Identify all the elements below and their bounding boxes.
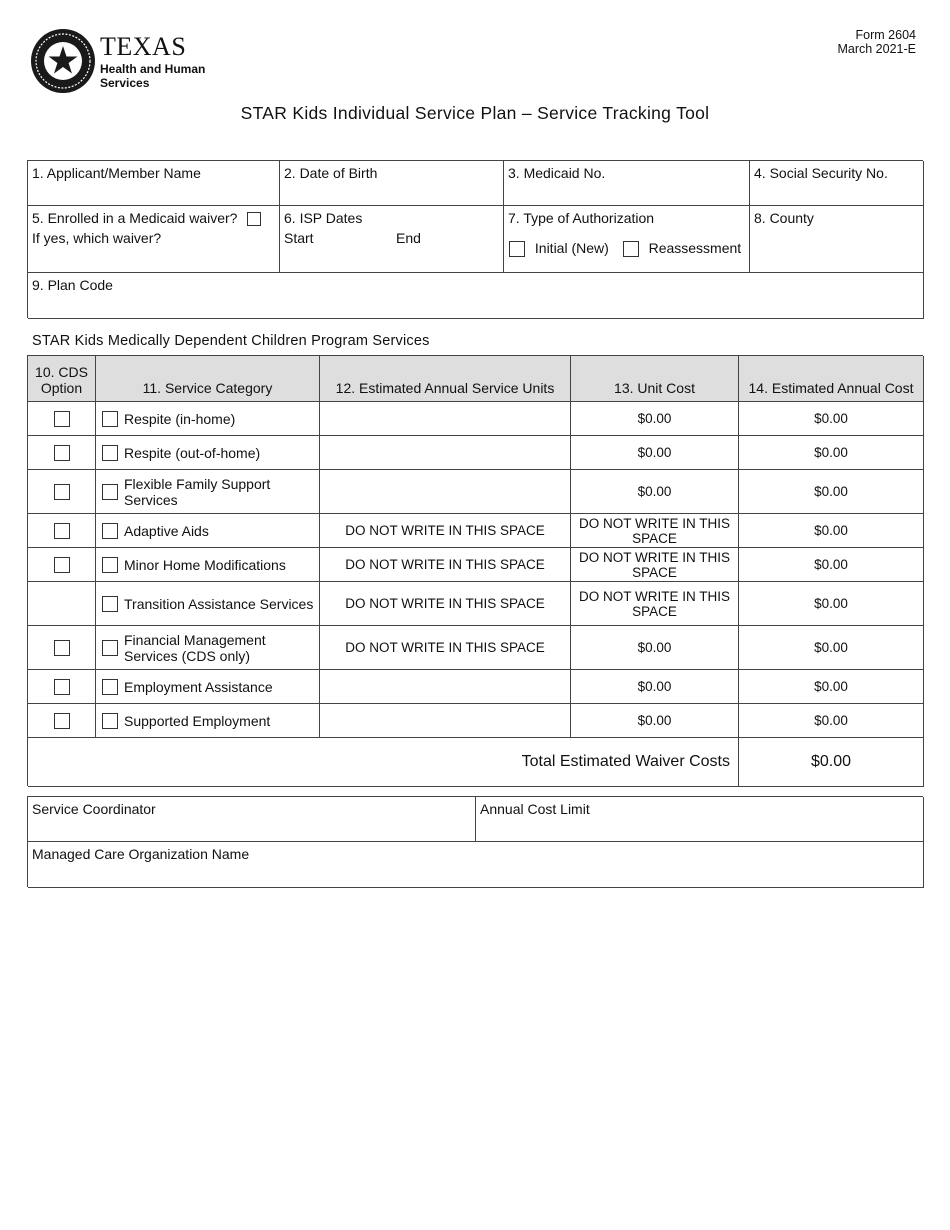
unit-cost-cell: $0.00 — [571, 436, 739, 470]
isp-start-label: Start — [284, 230, 314, 246]
annual-cost-cell: $0.00 — [739, 670, 924, 704]
auth-type-label: 7. Type of Authorization — [508, 210, 655, 226]
cds-checkbox[interactable] — [54, 445, 70, 461]
medicaid-no-cell[interactable] — [504, 161, 750, 206]
auth-options — [509, 239, 741, 258]
header-unit-cost: 13. Unit Cost — [571, 356, 739, 402]
annual-cost-cell: $0.00 — [739, 704, 924, 738]
plan-code-cell[interactable] — [28, 273, 924, 319]
service-checkbox[interactable] — [102, 596, 118, 612]
texas-seal-icon — [30, 28, 96, 94]
unit-cost-cell: $0.00 — [571, 670, 739, 704]
auth-reassess-label: Reassessment — [648, 240, 742, 256]
dob-cell[interactable] — [280, 161, 504, 206]
member-name-label: 1. Applicant/Member Name — [32, 165, 201, 181]
form-id — [837, 28, 916, 56]
plan-code-label: 9. Plan Code — [32, 277, 113, 293]
cds-cell — [28, 470, 96, 514]
service-category-cell — [96, 470, 320, 514]
dob-label: 2. Date of Birth — [284, 165, 378, 181]
waiver-cell — [28, 206, 280, 273]
coordinator-label: Service Coordinator — [32, 801, 156, 817]
units-cell[interactable] — [320, 670, 571, 704]
auth-type-cell — [504, 206, 750, 273]
cds-checkbox[interactable] — [54, 640, 70, 656]
isp-dates-cell[interactable] — [280, 206, 504, 273]
header-cds: 10. CDS Option — [28, 356, 96, 402]
service-checkbox[interactable] — [102, 640, 118, 656]
service-name: Adaptive Aids — [124, 522, 209, 539]
service-category-cell — [96, 704, 320, 738]
cds-cell — [28, 548, 96, 582]
cost-limit-label: Annual Cost Limit — [480, 801, 590, 817]
service-name: Respite (out-of-home) — [124, 444, 261, 461]
cds-cell — [28, 626, 96, 670]
annual-cost-cell: $0.00 — [739, 402, 924, 436]
units-cell: DO NOT WRITE IN THIS SPACE — [320, 582, 571, 626]
header-units: 12. Estimated Annual Service Units — [320, 356, 571, 402]
page-title: STAR Kids Individual Service Plan – Service Tracking Tool — [240, 103, 710, 123]
cds-checkbox[interactable] — [54, 411, 70, 427]
units-cell: DO NOT WRITE IN THIS SPACE — [320, 548, 571, 582]
header-annual-cost: 14. Estimated Annual Cost — [739, 356, 924, 402]
member-name-cell[interactable] — [28, 161, 280, 206]
medicaid-no-label: 3. Medicaid No. — [508, 165, 606, 181]
cds-checkbox[interactable] — [54, 557, 70, 573]
service-category-cell — [96, 548, 320, 582]
cds-cell — [28, 704, 96, 738]
annual-cost-cell: $0.00 — [739, 548, 924, 582]
units-cell[interactable] — [320, 470, 571, 514]
units-cell[interactable] — [320, 436, 571, 470]
cds-cell — [28, 670, 96, 704]
waiver-question: 5. Enrolled in a Medicaid waiver? — [32, 210, 238, 226]
service-name: Respite (in-home) — [124, 410, 236, 427]
waiver-checkbox[interactable] — [247, 212, 261, 226]
service-name: Supported Employment — [124, 712, 271, 729]
unit-cost-cell: $0.00 — [571, 704, 739, 738]
units-cell[interactable] — [320, 402, 571, 436]
service-checkbox[interactable] — [102, 411, 118, 427]
units-cell: DO NOT WRITE IN THIS SPACE — [320, 626, 571, 670]
service-name: Financial Management Services (CDS only) — [124, 631, 266, 664]
cds-checkbox[interactable] — [54, 484, 70, 500]
isp-end-label: End — [396, 230, 421, 246]
cds-cell — [28, 436, 96, 470]
service-category-cell — [96, 402, 320, 436]
auth-initial-checkbox[interactable] — [509, 241, 525, 257]
form-number: Form 2604 — [855, 28, 916, 42]
service-checkbox[interactable] — [102, 445, 118, 461]
unit-cost-cell: DO NOT WRITE IN THIS SPACE — [571, 514, 739, 548]
waiver-label — [32, 209, 261, 228]
auth-initial-label: Initial (New) — [534, 240, 609, 256]
unit-cost-cell: $0.00 — [571, 470, 739, 514]
total-value: $0.00 — [739, 736, 924, 787]
logo-texas-text: TEXAS — [100, 32, 187, 61]
annual-cost-cell: $0.00 — [739, 514, 924, 548]
service-category-cell — [96, 436, 320, 470]
service-name: Employment Assistance — [124, 678, 273, 695]
header-category: 11. Service Category — [96, 356, 320, 402]
logo-subtitle: Health and Human Services — [100, 62, 206, 90]
service-category-cell — [96, 582, 320, 626]
form-date: March 2021-E — [837, 42, 916, 56]
service-checkbox[interactable] — [102, 523, 118, 539]
annual-cost-cell: $0.00 — [739, 436, 924, 470]
which-waiver-label: If yes, which waiver? — [32, 230, 162, 246]
service-checkbox[interactable] — [102, 557, 118, 573]
service-name: Minor Home Modifications — [124, 556, 286, 573]
mco-label: Managed Care Organization Name — [32, 846, 250, 862]
unit-cost-cell: $0.00 — [571, 626, 739, 670]
annual-cost-cell: $0.00 — [739, 582, 924, 626]
service-checkbox[interactable] — [102, 679, 118, 695]
service-checkbox[interactable] — [102, 713, 118, 729]
services-section-title: STAR Kids Medically Dependent Children Program Services — [32, 333, 430, 349]
county-cell[interactable] — [750, 206, 924, 273]
units-cell[interactable] — [320, 704, 571, 738]
auth-reassess-checkbox[interactable] — [623, 241, 639, 257]
cds-cell — [28, 582, 96, 626]
service-category-cell — [96, 626, 320, 670]
cds-cell — [28, 514, 96, 548]
service-category-cell — [96, 670, 320, 704]
cds-checkbox[interactable] — [54, 713, 70, 729]
services-table — [27, 355, 923, 786]
unit-cost-cell: $0.00 — [571, 402, 739, 436]
footer-table — [27, 796, 923, 887]
county-label: 8. County — [754, 210, 814, 226]
ssn-label: 4. Social Security No. — [754, 165, 888, 181]
hhs-logo — [30, 28, 206, 98]
ssn-cell[interactable] — [750, 161, 924, 206]
service-name: Transition Assistance Services — [124, 595, 314, 612]
annual-cost-cell: $0.00 — [739, 470, 924, 514]
cost-limit-cell[interactable] — [476, 797, 924, 842]
cds-cell — [28, 402, 96, 436]
service-category-cell — [96, 514, 320, 548]
units-cell: DO NOT WRITE IN THIS SPACE — [320, 514, 571, 548]
service-name: Flexible Family Support Services — [124, 475, 271, 508]
service-checkbox[interactable] — [102, 484, 118, 500]
unit-cost-cell: DO NOT WRITE IN THIS SPACE — [571, 548, 739, 582]
unit-cost-cell: DO NOT WRITE IN THIS SPACE — [571, 582, 739, 626]
annual-cost-cell: $0.00 — [739, 626, 924, 670]
coordinator-cell[interactable] — [28, 797, 476, 842]
member-info-table — [27, 160, 923, 318]
isp-dates-label: 6. ISP Dates — [284, 210, 363, 226]
cds-checkbox[interactable] — [54, 523, 70, 539]
cds-checkbox[interactable] — [54, 679, 70, 695]
mco-cell[interactable] — [28, 842, 924, 888]
total-label: Total Estimated Waiver Costs — [28, 736, 739, 787]
